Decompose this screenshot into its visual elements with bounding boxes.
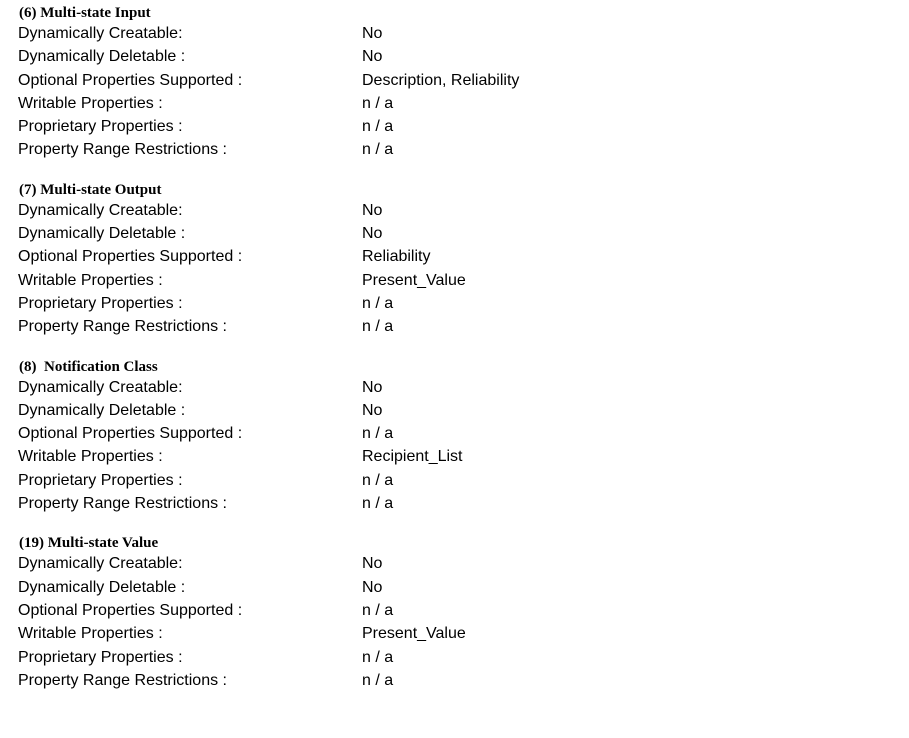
section-multi-state-output <box>18 182 878 339</box>
property-row-optional-properties <box>18 245 878 268</box>
property-value: No <box>362 48 383 66</box>
property-label: Dynamically Deletable : <box>18 48 186 66</box>
section-notification-class <box>18 359 878 516</box>
property-row-dynamically-creatable <box>18 552 878 575</box>
property-value: Reliability <box>362 248 431 266</box>
property-value: n / a <box>362 294 394 312</box>
property-value: n / a <box>362 94 394 112</box>
property-label: Writable Properties : <box>18 271 163 289</box>
section-multi-state-input <box>18 5 878 162</box>
property-label: Optional Properties Supported : <box>18 248 243 266</box>
property-value: n / a <box>362 118 394 136</box>
property-label: Proprietary Properties : <box>18 471 183 489</box>
section-title: (19) Multi-state Value <box>19 535 159 552</box>
property-label: Dynamically Creatable: <box>18 378 183 396</box>
property-row-range-restrictions <box>18 669 878 692</box>
property-row-proprietary-properties <box>18 469 878 492</box>
section-title: (7) Multi-state Output <box>19 181 162 198</box>
property-row-writable-properties <box>18 622 878 645</box>
property-row-dynamically-deletable <box>18 576 878 599</box>
property-row-writable-properties <box>18 445 878 468</box>
property-row-dynamically-creatable <box>18 22 878 45</box>
property-value: n / a <box>362 471 394 489</box>
property-value: No <box>362 225 383 243</box>
property-label: Dynamically Deletable : <box>18 225 186 243</box>
property-row-dynamically-deletable <box>18 399 878 422</box>
section-multi-state-value <box>18 535 878 692</box>
property-label: Proprietary Properties : <box>18 118 183 136</box>
property-row-proprietary-properties <box>18 115 878 138</box>
property-row-writable-properties <box>18 92 878 115</box>
property-label: Proprietary Properties : <box>18 294 183 312</box>
property-value: No <box>362 201 383 219</box>
property-label: Dynamically Deletable : <box>18 578 186 596</box>
property-row-range-restrictions <box>18 138 878 161</box>
property-row-optional-properties <box>18 422 878 445</box>
property-row-dynamically-deletable <box>18 45 878 68</box>
property-label: Dynamically Deletable : <box>18 401 186 419</box>
property-row-range-restrictions <box>18 315 878 338</box>
property-value: No <box>362 578 383 596</box>
property-value: No <box>362 378 383 396</box>
property-value: n / a <box>362 671 394 689</box>
property-row-dynamically-creatable <box>18 199 878 222</box>
property-value: n / a <box>362 601 394 619</box>
property-label: Property Range Restrictions : <box>18 141 227 159</box>
property-label: Writable Properties : <box>18 94 163 112</box>
property-label: Dynamically Creatable: <box>18 201 183 219</box>
property-label: Proprietary Properties : <box>18 648 183 666</box>
property-row-proprietary-properties <box>18 646 878 669</box>
property-value: n / a <box>362 425 394 443</box>
property-value: Description, Reliability <box>362 71 520 89</box>
property-value: n / a <box>362 141 394 159</box>
document-body <box>18 5 878 712</box>
property-row-dynamically-creatable <box>18 376 878 399</box>
property-row-proprietary-properties <box>18 292 878 315</box>
property-row-writable-properties <box>18 269 878 292</box>
property-label: Property Range Restrictions : <box>18 318 227 336</box>
property-row-dynamically-deletable <box>18 222 878 245</box>
property-row-optional-properties <box>18 69 878 92</box>
property-label: Writable Properties : <box>18 625 163 643</box>
property-row-range-restrictions <box>18 492 878 515</box>
property-value: No <box>362 555 383 573</box>
property-label: Optional Properties Supported : <box>18 601 243 619</box>
property-label: Optional Properties Supported : <box>18 71 243 89</box>
property-value: No <box>362 401 383 419</box>
section-title: (8) Notification Class <box>19 358 158 375</box>
property-value: Present_Value <box>362 625 466 643</box>
property-value: No <box>362 25 383 42</box>
property-label: Property Range Restrictions : <box>18 671 227 689</box>
property-value: Present_Value <box>362 271 466 289</box>
property-value: n / a <box>362 318 394 336</box>
property-value: n / a <box>362 495 394 513</box>
section-title: (6) Multi-state Input <box>19 5 151 21</box>
property-label: Dynamically Creatable: <box>18 25 183 42</box>
property-value: n / a <box>362 648 394 666</box>
property-row-optional-properties <box>18 599 878 622</box>
property-label: Dynamically Creatable: <box>18 555 183 573</box>
property-label: Property Range Restrictions : <box>18 495 227 513</box>
property-label: Optional Properties Supported : <box>18 425 243 443</box>
property-value: Recipient_List <box>362 448 463 466</box>
property-label: Writable Properties : <box>18 448 163 466</box>
